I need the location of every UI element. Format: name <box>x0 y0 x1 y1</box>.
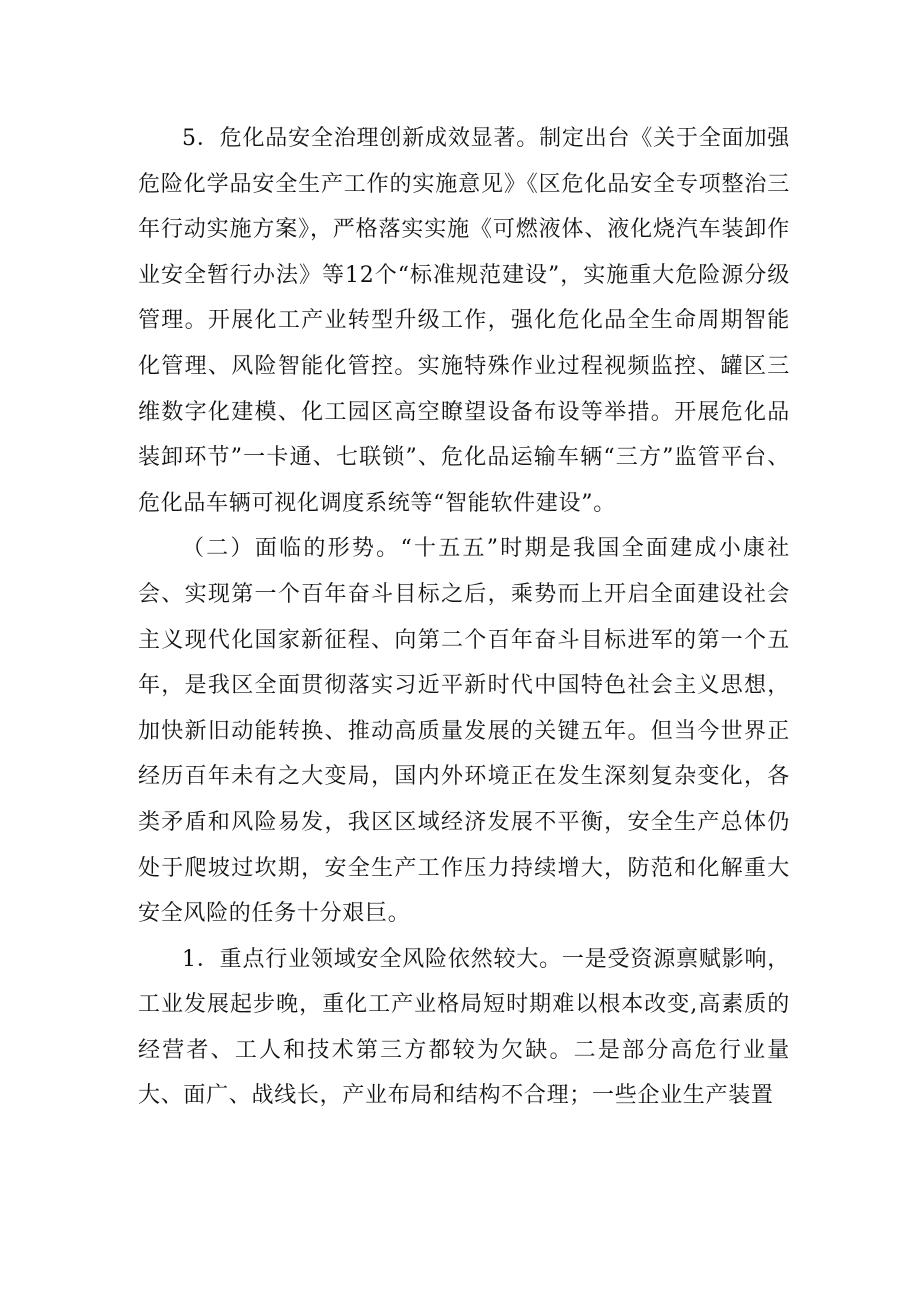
paragraph-situation: （二）面临的形势。“十五五”时期是我国全面建成小康社会、实现第一个百年奋斗目标之后，乘势而上开启全面建设社会主义现代化国家新征程、向第二个百年奋斗目标进军的第一个五年，是我区全面贯彻落实习近平新时代中国特色社会主义思想，加快新旧动能转换、推动高质量发展的关键五年。但当今世界正经历百年未有之大变局，国内外环境正在发生深刻复杂变化，各类矛盾和风险易发，我区区域经济发展不平衡，安全生产总体仍处于爬坡过坎期，安全生产工作压力持续增大，防范和化解重大安全风险的任务十分艰巨。 <box>138 536 790 927</box>
document-body <box>138 116 790 1119</box>
paragraph-hazardous-chemicals: 5．危化品安全治理创新成效显著。制定出台《关于全面加强危险化学品安全生产工作的实施意见》《区危化品安全专项整治三年行动实施方案》，严格落实实施《可燃液体、液化烧汽车装卸作业安全暂行办法》等12个“标准规范建设”，实施重大危险源分级管理。开展化工产业转型升级工作，强化危化品全生命周期智能化管理、风险智能化管控。实施特殊作业过程视频监控、罐区三维数字化建模、化工园区高空瞭望设备布设等举措。开展危化品装卸环节”一卡通、七联锁”、危化品运输车辆“三方”监管平台、危化品车辆可视化调度系统等“智能软件建设”。 <box>138 126 790 516</box>
paragraph-key-industry-risks: 1．重点行业领域安全风险依然较大。一是受资源禀赋影响，工业发展起步晚，重化工产业格局短时期难以根本改变,高素质的经营者、工人和技术第三方都较为欠缺。二是部分高危行业量大、面广、战线长，产业布局和结构不合理；一些企业生产装置 <box>138 946 790 1109</box>
